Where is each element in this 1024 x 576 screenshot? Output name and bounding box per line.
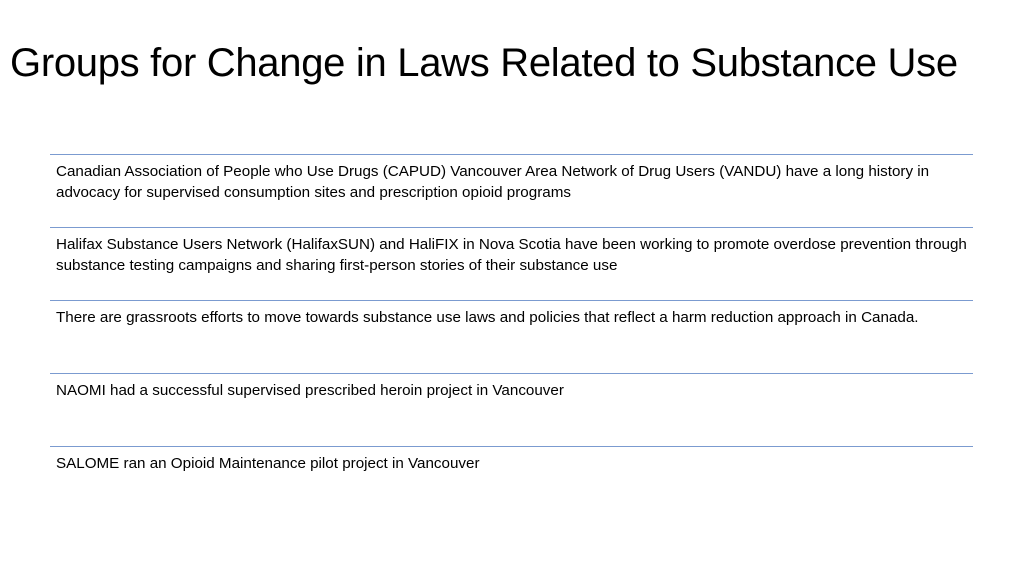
list-item-naomi: NAOMI had a successful supervised prescribed heroin project in Vancouver [50, 373, 973, 446]
slide-title: Groups for Change in Laws Related to Substance Use [10, 41, 958, 85]
list-item-capud-vandu: Canadian Association of People who Use Drugs (CAPUD) Vancouver Area Network of Drug Users (VANDU) have a long history in advocacy for supervised consumption sites and prescription opioid programs [50, 154, 973, 227]
list-item-grassroots: There are grassroots efforts to move towards substance use laws and policies that reflect a harm reduction approach in Canada. [50, 300, 973, 373]
list-item-salome: SALOME ran an Opioid Maintenance pilot project in Vancouver [50, 446, 973, 519]
item-list [50, 154, 973, 519]
list-item-halifaxsun: Halifax Substance Users Network (HalifaxSUN) and HaliFIX in Nova Scotia have been working to promote overdose prevention through substance testing campaigns and sharing first-person stories of their substance use [50, 227, 973, 300]
